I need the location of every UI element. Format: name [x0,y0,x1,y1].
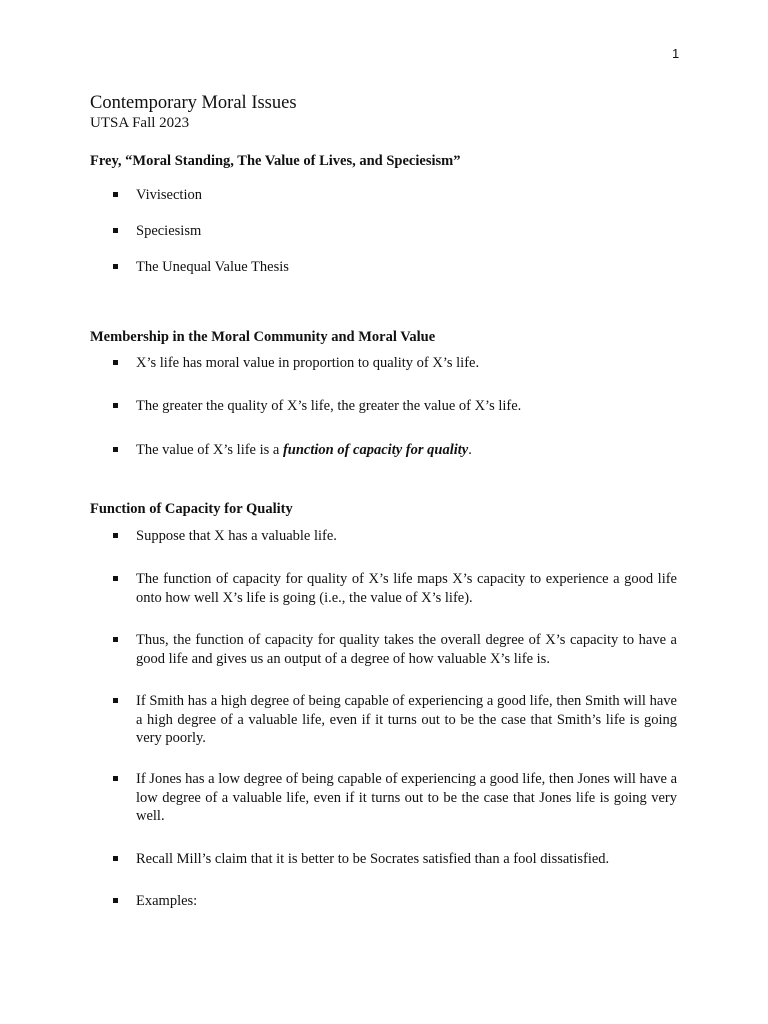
list-item-text: Examples: [136,893,198,909]
bullet-marker [113,576,118,581]
page-number: 1 [672,46,680,61]
list-item-text: Recall Mill’s claim that it is better to be Socrates satisfied than a fool dissatisfied. [136,851,610,867]
list-item-text: Vivisection [136,187,202,203]
bullet-marker [113,898,118,903]
course-subtitle: UTSA Fall 2023 [90,115,190,131]
list-item [113,570,677,607]
bullet-marker [113,447,118,452]
section-heading: Function of Capacity for Quality [90,501,293,517]
bullet-marker [113,856,118,861]
list-item-text: X’s life has moral value in proportion to quality of X’s life. [136,355,480,371]
list-item [113,850,677,869]
reading-heading: Frey, “Moral Standing, The Value of Lives, and Speciesism” [90,153,461,169]
list-item-text: The greater the quality of X’s life, the greater the value of X’s life. [136,398,522,414]
bullet-marker [113,228,118,233]
list-item [113,692,677,748]
list-item-text: Thus, the function of capacity for quality takes the overall degree of X’s capacity to have a good life and gives us an output of a degree of how valuable X’s life is. [136,632,677,667]
list-item-text [136,441,677,460]
list-item-text: Speciesism [136,223,202,239]
list-item [113,258,677,277]
list-item-text: Suppose that X has a valuable life. [136,528,337,544]
bullet-marker [113,698,118,703]
text-run: The value of X’s life is a [136,442,283,458]
list-item [113,527,677,546]
list-item-text: If Jones has a low degree of being capable of experiencing a good life, then Jones will have a low degree of a valuable life, even if it turns out to be the case that Jones life is going very well. [136,771,677,824]
text-run: . [468,442,472,458]
bullet-marker [113,360,118,365]
course-title: Contemporary Moral Issues [90,93,297,113]
bullet-marker [113,533,118,538]
section-heading: Membership in the Moral Community and Moral Value [90,329,436,345]
list-item-text: The function of capacity for quality of X’s life maps X’s capacity to experience a good life onto how well X’s life is going (i.e., the value of X’s life). [136,571,677,606]
bullet-marker [113,637,118,642]
list-item [113,892,677,911]
list-item-text: The Unequal Value Thesis [136,259,289,275]
bullet-marker [113,403,118,408]
emphasized-term: function of capacity for quality [282,442,469,458]
list-item [113,186,677,205]
bullet-marker [113,264,118,269]
bullet-marker [113,776,118,781]
list-item [113,354,677,373]
list-item [113,222,677,241]
bullet-marker [113,192,118,197]
list-item [113,397,677,416]
list-item-text: If Smith has a high degree of being capable of experiencing a good life, then Smith will have a high degree of a valuable life, even if it turns out to be the case that Smith’s life is going very poorly. [136,693,677,746]
list-item [113,441,677,460]
list-item [113,631,677,668]
list-item [113,770,677,826]
